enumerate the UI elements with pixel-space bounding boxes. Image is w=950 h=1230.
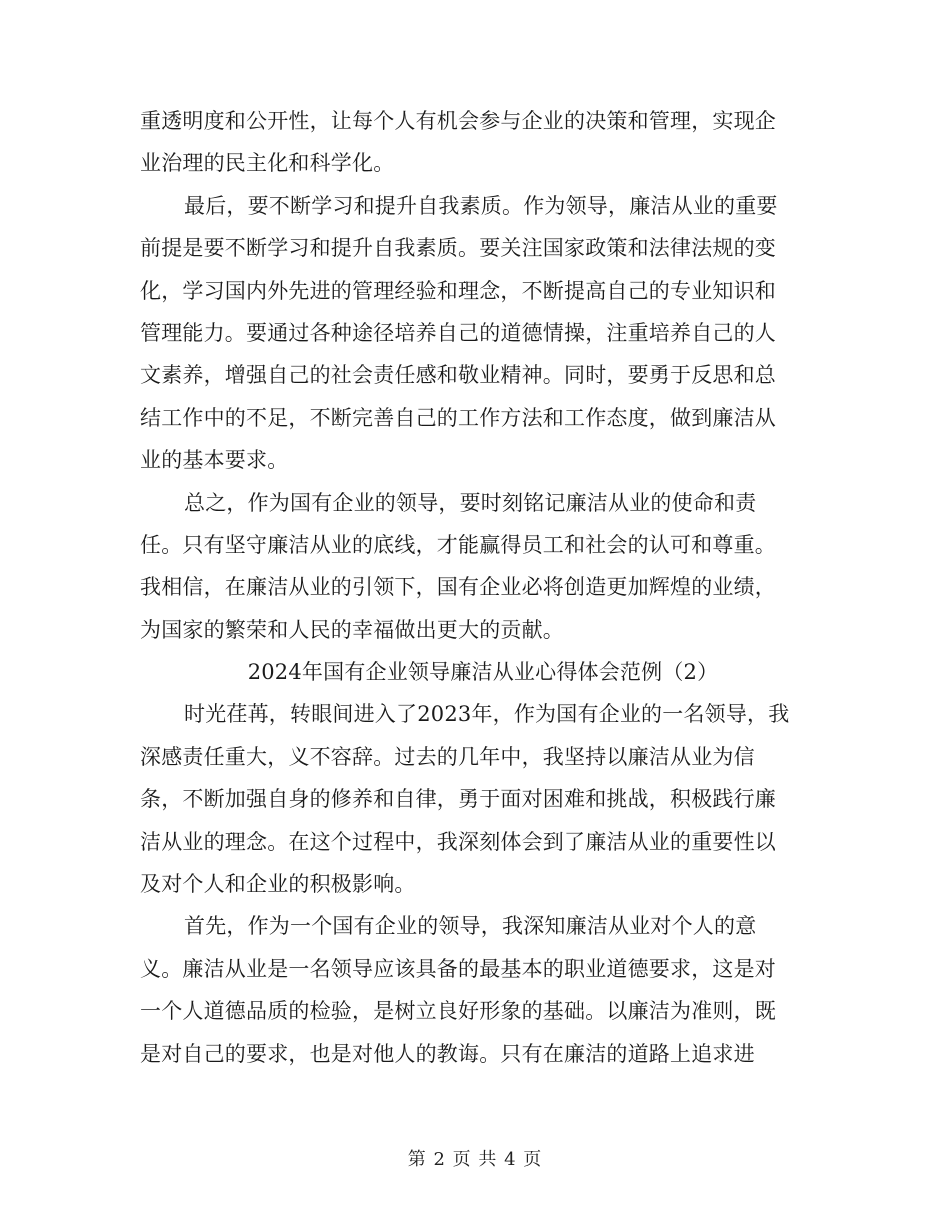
text-line: 及对个人和企业的积极影响。 <box>140 872 416 897</box>
text-line: 结工作中的不足，不断完善自己的工作方法和工作态度，做到廉洁从 <box>140 405 776 430</box>
text-line: 任。只有坚守廉洁从业的底线，才能赢得员工和社会的认可和尊重。 <box>140 532 776 557</box>
text-line: 前提是要不断学习和提升自我素质。要关注国家政策和法律法规的变 <box>140 236 776 261</box>
text-line: 文素养，增强自己的社会责任感和敬业精神。同时，要勇于反思和总 <box>140 363 776 388</box>
section-heading: 2024年国有企业领导廉洁从业心得体会范例（2） <box>247 660 719 685</box>
text-line: 义。廉洁从业是一名领导应该具备的最基本的职业道德要求，这是对 <box>140 956 776 981</box>
document-body <box>140 100 812 1075</box>
text-line: 重透明度和公开性，让每个人有机会参与企业的决策和管理，实现企 <box>140 109 776 133</box>
page-number-footer: 第 2 页 共 4 页 <box>407 1149 543 1170</box>
text-line: 洁从业的理念。在这个过程中，我深刻体会到了廉洁从业的重要性以 <box>140 829 776 854</box>
paragraph-start-line: 首先，作为一个国有企业的领导，我深知廉洁从业对个人的意 <box>184 914 757 939</box>
text-line: 业的基本要求。 <box>140 448 289 473</box>
text-line: 为国家的繁荣和人民的幸福做出更大的贡献。 <box>140 617 564 642</box>
paragraph-start-line: 总之，作为国有企业的领导，要时刻铭记廉洁从业的使命和责 <box>184 490 757 515</box>
paragraph-start-line: 时光荏苒，转眼间进入了2023年，作为国有企业的一名领导，我 <box>184 702 790 727</box>
paragraph-start-line: 最后，要不断学习和提升自我素质。作为领导，廉洁从业的重要 <box>184 193 778 218</box>
text-line: 业治理的民主化和科学化。 <box>140 151 395 176</box>
text-line: 条，不断加强自身的修养和自律，勇于面对困难和挑战，积极践行廉 <box>140 787 776 812</box>
text-line: 化，学习国内外先进的管理经验和理念，不断提高自己的专业知识和 <box>140 278 776 303</box>
text-line: 一个人道德品质的检验，是树立良好形象的基础。以廉洁为准则，既 <box>140 999 776 1024</box>
text-line: 管理能力。要通过各种途径培养自己的道德情操，注重培养自己的人 <box>140 320 776 345</box>
text-line: 是对自己的要求，也是对他人的教诲。只有在廉洁的道路上追求进 <box>140 1041 755 1066</box>
text-line: 深感责任重大，义不容辞。过去的几年中，我坚持以廉洁从业为信 <box>140 744 755 769</box>
text-line: 我相信，在廉洁从业的引领下，国有企业必将创造更加辉煌的业绩， <box>140 575 776 600</box>
